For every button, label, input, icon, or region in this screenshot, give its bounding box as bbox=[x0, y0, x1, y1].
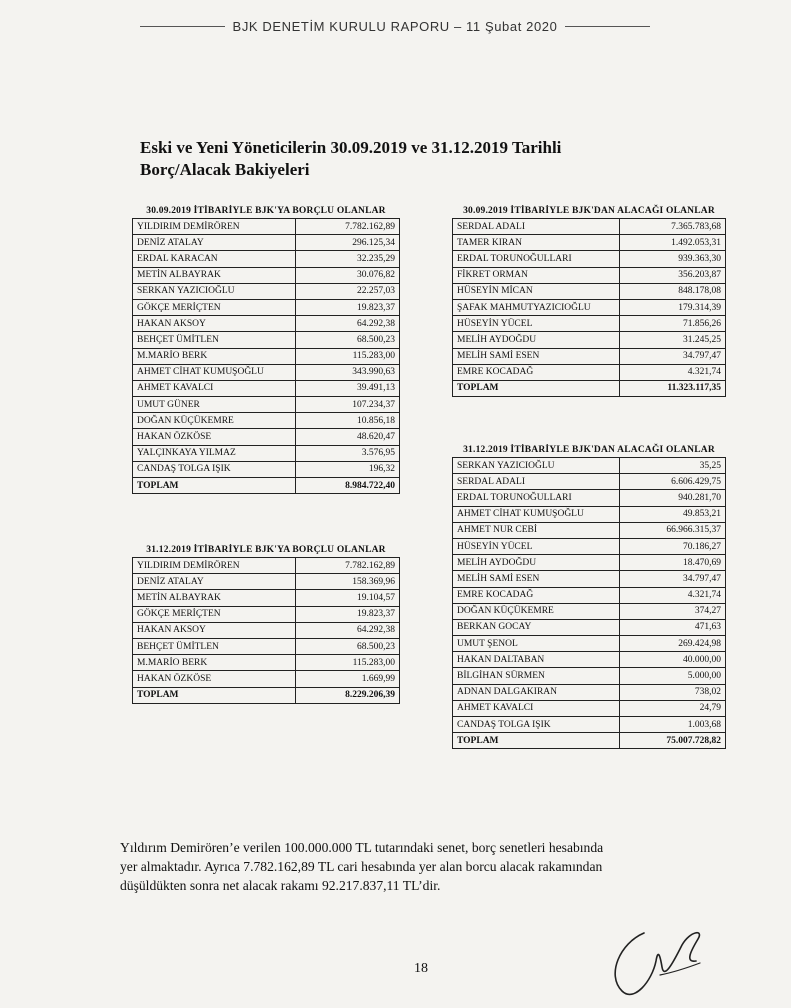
name-cell: SERKAN YAZICIOĞLU bbox=[133, 283, 296, 299]
name-cell: GÖKÇE MERİÇTEN bbox=[133, 606, 296, 622]
total-row bbox=[133, 687, 400, 703]
amount-cell: 1.492.053,31 bbox=[619, 235, 725, 251]
table-row bbox=[453, 652, 726, 668]
table-caption: 31.12.2019 İTİBARİYLE BJK'YA BORÇLU OLANLAR bbox=[146, 545, 386, 555]
table-row bbox=[133, 219, 400, 235]
table-row bbox=[133, 316, 400, 332]
name-cell: HÜSEYİN YÜCEL bbox=[453, 316, 620, 332]
amount-cell: 939.363,30 bbox=[619, 251, 725, 267]
table-row bbox=[133, 622, 400, 638]
table-row bbox=[133, 638, 400, 654]
name-cell: ERDAL TORUNOĞULLARI bbox=[453, 251, 620, 267]
header-rule-right bbox=[565, 26, 650, 27]
amount-cell: 7.782.162,89 bbox=[295, 558, 399, 574]
name-cell: YILDIRIM DEMİRÖREN bbox=[133, 219, 296, 235]
amount-cell: 296.125,34 bbox=[295, 235, 399, 251]
name-cell: TAMER KIRAN bbox=[453, 235, 620, 251]
name-cell: DOĞAN KÜÇÜKEMRE bbox=[453, 603, 620, 619]
amount-cell: 343.990,63 bbox=[295, 364, 399, 380]
table-row bbox=[453, 348, 726, 364]
table-row bbox=[133, 364, 400, 380]
amount-cell: 6.606.429,75 bbox=[619, 474, 725, 490]
table-row bbox=[133, 235, 400, 251]
table-row bbox=[453, 668, 726, 684]
amount-cell: 35,25 bbox=[619, 458, 725, 474]
table-row bbox=[453, 283, 726, 299]
name-cell: METİN ALBAYRAK bbox=[133, 267, 296, 283]
table-row bbox=[453, 587, 726, 603]
amount-cell: 18.470,69 bbox=[619, 555, 725, 571]
amount-cell: 32.235,29 bbox=[295, 251, 399, 267]
name-cell: HAKAN DALTABAN bbox=[453, 652, 620, 668]
table-row bbox=[453, 458, 726, 474]
name-cell: ADNAN DALGAKIRAN bbox=[453, 684, 620, 700]
table-debt-2019-09 bbox=[132, 206, 400, 494]
header-rule-left bbox=[140, 26, 225, 27]
amount-cell: 70.186,27 bbox=[619, 538, 725, 554]
name-cell: BİLGİHAN SÜRMEN bbox=[453, 668, 620, 684]
total-row bbox=[453, 733, 726, 749]
table-row bbox=[133, 655, 400, 671]
table-row bbox=[453, 506, 726, 522]
total-value: 11.323.117,35 bbox=[619, 380, 725, 396]
note-paragraph bbox=[120, 838, 720, 895]
table-caption: 30.09.2019 İTİBARİYLE BJK'YA BORÇLU OLANLAR bbox=[146, 206, 386, 216]
table-row bbox=[133, 574, 400, 590]
amount-cell: 848.178,08 bbox=[619, 283, 725, 299]
table-credit-2019-09 bbox=[452, 206, 726, 397]
signature-image bbox=[600, 915, 740, 1005]
table-row bbox=[453, 522, 726, 538]
total-label: TOPLAM bbox=[133, 478, 296, 494]
page-header bbox=[140, 15, 650, 37]
table-credit-2019-12 bbox=[452, 445, 726, 749]
amount-cell: 356.203,87 bbox=[619, 267, 725, 283]
table-row bbox=[453, 299, 726, 315]
total-row bbox=[133, 478, 400, 494]
name-cell: MELİH AYDOĞDU bbox=[453, 555, 620, 571]
table-row bbox=[133, 380, 400, 396]
amount-cell: 5.000,00 bbox=[619, 668, 725, 684]
amount-cell: 7.365.783,68 bbox=[619, 219, 725, 235]
table-row bbox=[453, 219, 726, 235]
table-row bbox=[133, 267, 400, 283]
amount-cell: 40.000,00 bbox=[619, 652, 725, 668]
table-row bbox=[453, 619, 726, 635]
name-cell: EMRE KOCADAĞ bbox=[453, 364, 620, 380]
table-row bbox=[133, 461, 400, 477]
total-value: 8.984.722,40 bbox=[295, 478, 399, 494]
name-cell: HAKAN ÖZKÖSE bbox=[133, 429, 296, 445]
table-row bbox=[453, 364, 726, 380]
table-row bbox=[453, 700, 726, 716]
data-table bbox=[132, 557, 400, 704]
amount-cell: 19.823,37 bbox=[295, 606, 399, 622]
table-row bbox=[133, 671, 400, 687]
name-cell: FİKRET ORMAN bbox=[453, 267, 620, 283]
name-cell: DOĞAN KÜÇÜKEMRE bbox=[133, 413, 296, 429]
name-cell: M.MARİO BERK bbox=[133, 655, 296, 671]
table-row bbox=[133, 299, 400, 315]
table-debt-2019-12 bbox=[132, 545, 400, 704]
table-row bbox=[453, 490, 726, 506]
table-row bbox=[453, 538, 726, 554]
name-cell: UMUT ŞENOL bbox=[453, 636, 620, 652]
table-row bbox=[453, 571, 726, 587]
name-cell: M.MARİO BERK bbox=[133, 348, 296, 364]
table-row bbox=[133, 251, 400, 267]
page-number: 18 bbox=[414, 961, 428, 976]
data-table bbox=[452, 457, 726, 749]
total-label: TOPLAM bbox=[453, 380, 620, 396]
amount-cell: 22.257,03 bbox=[295, 283, 399, 299]
table-row bbox=[453, 332, 726, 348]
total-label: TOPLAM bbox=[133, 687, 296, 703]
amount-cell: 64.292,38 bbox=[295, 316, 399, 332]
amount-cell: 71.856,26 bbox=[619, 316, 725, 332]
name-cell: AHMET KAVALCI bbox=[133, 380, 296, 396]
name-cell: DENİZ ATALAY bbox=[133, 235, 296, 251]
amount-cell: 30.076,82 bbox=[295, 267, 399, 283]
name-cell: HÜSEYİN YÜCEL bbox=[453, 538, 620, 554]
name-cell: MELİH AYDOĞDU bbox=[453, 332, 620, 348]
name-cell: HAKAN AKSOY bbox=[133, 622, 296, 638]
table-row bbox=[453, 316, 726, 332]
name-cell: BEHÇET ÜMİTLEN bbox=[133, 332, 296, 348]
page-title bbox=[140, 137, 660, 181]
table-row bbox=[133, 332, 400, 348]
table-row bbox=[133, 590, 400, 606]
table-row bbox=[453, 267, 726, 283]
table-row bbox=[133, 606, 400, 622]
table-row bbox=[453, 555, 726, 571]
name-cell: SERDAL ADALI bbox=[453, 219, 620, 235]
table-row bbox=[453, 636, 726, 652]
amount-cell: 158.369,96 bbox=[295, 574, 399, 590]
name-cell: UMUT GÜNER bbox=[133, 397, 296, 413]
table-row bbox=[453, 251, 726, 267]
data-table bbox=[132, 218, 400, 494]
name-cell: BEHÇET ÜMİTLEN bbox=[133, 638, 296, 654]
amount-cell: 64.292,38 bbox=[295, 622, 399, 638]
header-text: BJK DENETİM KURULU RAPORU – 11 Şubat 2020 bbox=[232, 18, 558, 34]
total-label: TOPLAM bbox=[453, 733, 620, 749]
amount-cell: 31.245,25 bbox=[619, 332, 725, 348]
name-cell: MELİH SAMİ ESEN bbox=[453, 571, 620, 587]
amount-cell: 4.321,74 bbox=[619, 587, 725, 603]
name-cell: EMRE KOCADAĞ bbox=[453, 587, 620, 603]
amount-cell: 19.823,37 bbox=[295, 299, 399, 315]
amount-cell: 34.797,47 bbox=[619, 348, 725, 364]
amount-cell: 48.620,47 bbox=[295, 429, 399, 445]
table-row bbox=[133, 445, 400, 461]
table-row bbox=[133, 429, 400, 445]
name-cell: MELİH SAMİ ESEN bbox=[453, 348, 620, 364]
name-cell: SERKAN YAZICIOĞLU bbox=[453, 458, 620, 474]
amount-cell: 196,32 bbox=[295, 461, 399, 477]
name-cell: AHMET KAVALCI bbox=[453, 700, 620, 716]
note-line-1: Yıldırım Demirören’e verilen 100.000.000 TL tutarındaki senet, borç senetleri hesabında bbox=[120, 840, 604, 855]
name-cell: ERDAL TORUNOĞULLARI bbox=[453, 490, 620, 506]
table-caption: 30.09.2019 İTİBARİYLE BJK'DAN ALACAĞI OLANLAR bbox=[463, 206, 715, 216]
total-value: 8.229.206,39 bbox=[295, 687, 399, 703]
amount-cell: 115.283,00 bbox=[295, 655, 399, 671]
name-cell: SERDAL ADALI bbox=[453, 474, 620, 490]
table-row bbox=[453, 717, 726, 733]
amount-cell: 34.797,47 bbox=[619, 571, 725, 587]
amount-cell: 4.321,74 bbox=[619, 364, 725, 380]
amount-cell: 39.491,13 bbox=[295, 380, 399, 396]
name-cell: METİN ALBAYRAK bbox=[133, 590, 296, 606]
table-row bbox=[453, 684, 726, 700]
amount-cell: 107.234,37 bbox=[295, 397, 399, 413]
table-row bbox=[453, 474, 726, 490]
amount-cell: 3.576,95 bbox=[295, 445, 399, 461]
amount-cell: 115.283,00 bbox=[295, 348, 399, 364]
name-cell: ŞAFAK MAHMUTYAZICIOĞLU bbox=[453, 299, 620, 315]
table-row bbox=[453, 603, 726, 619]
name-cell: ERDAL KARACAN bbox=[133, 251, 296, 267]
name-cell: DENİZ ATALAY bbox=[133, 574, 296, 590]
amount-cell: 269.424,98 bbox=[619, 636, 725, 652]
table-row bbox=[133, 283, 400, 299]
note-line-3: düşüldükten sonra net alacak rakamı 92.217.837,11 TL’dir. bbox=[120, 878, 441, 893]
name-cell: YILDIRIM DEMİRÖREN bbox=[133, 558, 296, 574]
title-line-1: Eski ve Yeni Yöneticilerin 30.09.2019 ve 31.12.2019 Tarihli bbox=[140, 138, 562, 157]
table-row bbox=[453, 235, 726, 251]
name-cell: HAKAN AKSOY bbox=[133, 316, 296, 332]
amount-cell: 66.966.315,37 bbox=[619, 522, 725, 538]
table-row bbox=[133, 348, 400, 364]
amount-cell: 68.500,23 bbox=[295, 332, 399, 348]
name-cell: HÜSEYİN MİCAN bbox=[453, 283, 620, 299]
table-row bbox=[133, 413, 400, 429]
total-row bbox=[453, 380, 726, 396]
amount-cell: 68.500,23 bbox=[295, 638, 399, 654]
name-cell: AHMET CİHAT KUMUŞOĞLU bbox=[453, 506, 620, 522]
amount-cell: 940.281,70 bbox=[619, 490, 725, 506]
name-cell: CANDAŞ TOLGA IŞIK bbox=[133, 461, 296, 477]
total-value: 75.007.728,82 bbox=[619, 733, 725, 749]
name-cell: AHMET CİHAT KUMUŞOĞLU bbox=[133, 364, 296, 380]
amount-cell: 49.853,21 bbox=[619, 506, 725, 522]
name-cell: GÖKÇE MERİÇTEN bbox=[133, 299, 296, 315]
table-row bbox=[133, 558, 400, 574]
amount-cell: 10.856,18 bbox=[295, 413, 399, 429]
title-line-2: Borç/Alacak Bakiyeleri bbox=[140, 160, 310, 179]
name-cell: AHMET NUR CEBİ bbox=[453, 522, 620, 538]
name-cell: CANDAŞ TOLGA IŞIK bbox=[453, 717, 620, 733]
amount-cell: 374,27 bbox=[619, 603, 725, 619]
amount-cell: 7.782.162,89 bbox=[295, 219, 399, 235]
amount-cell: 24,79 bbox=[619, 700, 725, 716]
amount-cell: 738,02 bbox=[619, 684, 725, 700]
note-line-2: yer almaktadır. Ayrıca 7.782.162,89 TL cari hesabında yer alan borcu alacak rakamından bbox=[120, 859, 603, 874]
amount-cell: 471,63 bbox=[619, 619, 725, 635]
amount-cell: 1.669,99 bbox=[295, 671, 399, 687]
name-cell: BERKAN GOCAY bbox=[453, 619, 620, 635]
table-caption: 31.12.2019 İTİBARİYLE BJK'DAN ALACAĞI OLANLAR bbox=[463, 445, 715, 455]
name-cell: YALÇINKAYA YILMAZ bbox=[133, 445, 296, 461]
table-row bbox=[133, 397, 400, 413]
name-cell: HAKAN ÖZKÖSE bbox=[133, 671, 296, 687]
data-table bbox=[452, 218, 726, 397]
amount-cell: 19.104,57 bbox=[295, 590, 399, 606]
amount-cell: 1.003,68 bbox=[619, 717, 725, 733]
amount-cell: 179.314,39 bbox=[619, 299, 725, 315]
